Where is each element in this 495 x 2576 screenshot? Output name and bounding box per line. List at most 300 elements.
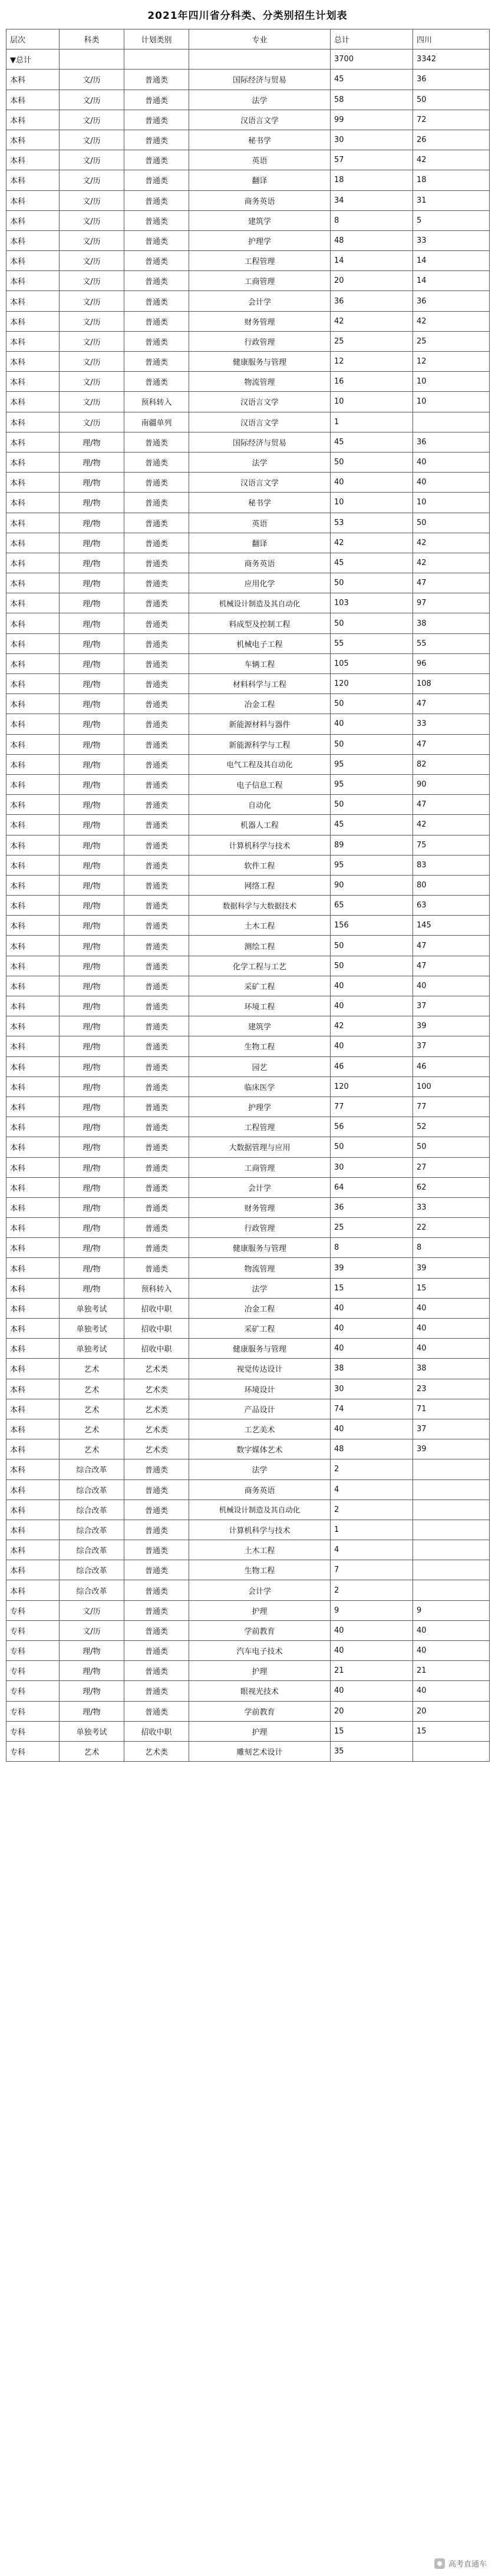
table-row [6,1641,490,1661]
table-row [6,110,490,130]
header-total: 总计 [331,29,413,49]
cell-total: 34 [331,190,413,210]
cell-major: 汉语言文学 [189,412,331,432]
cell-subject: 理/物 [60,432,124,452]
cell-subject: 综合改革 [60,1580,124,1600]
table-row [6,1399,490,1419]
cell-subject: 理/物 [60,1701,124,1721]
cell-major: 软件工程 [189,855,331,875]
cell-sichuan: 39 [413,1016,490,1036]
cell-plan-type: 普通类 [124,352,189,372]
cell-total: 45 [331,70,413,90]
cell-major: 工商管理 [189,271,331,291]
cell-plan-type: 普通类 [124,674,189,694]
enrollment-plan-table [6,29,490,1762]
cell-plan-type: 普通类 [124,130,189,150]
cell-level: 本科 [6,875,60,895]
cell-subject: 文/历 [60,1600,124,1620]
table-row [6,714,490,734]
cell-subject: 文/历 [60,190,124,210]
cell-plan-type: 普通类 [124,916,189,936]
table-row [6,1661,490,1681]
cell-level: 本科 [6,1419,60,1439]
cell-total: 95 [331,855,413,875]
table-row [6,875,490,895]
cell-total: 55 [331,633,413,653]
cell-subject: 文/历 [60,110,124,130]
table-row [6,1278,490,1298]
cell-subject: 综合改革 [60,1520,124,1540]
cell-plan-type: 普通类 [124,90,189,110]
cell-level: 本科 [6,1399,60,1419]
table-row [6,855,490,875]
table-row [6,210,490,230]
cell-level: 本科 [6,1197,60,1217]
cell-total: 40 [331,1036,413,1056]
cell-subject: 文/历 [60,372,124,392]
cell-total: 120 [331,1076,413,1097]
cell-level: 本科 [6,1479,60,1500]
cell-total: 40 [331,1319,413,1339]
cell-plan-type: 普通类 [124,1218,189,1238]
cell-level: 本科 [6,694,60,714]
cell-total: 50 [331,613,413,633]
cell-major: 秘书学 [189,493,331,513]
cell-plan-type: 普通类 [124,633,189,653]
table-row [6,130,490,150]
cell-plan-type: 普通类 [124,1258,189,1278]
cell-sichuan: 40 [413,473,490,493]
cell-plan-type: 普通类 [124,1479,189,1500]
cell-total: 50 [331,734,413,754]
cell-plan-type: 普通类 [124,1157,189,1177]
cell-total: 77 [331,1097,413,1117]
cell-level: 本科 [6,734,60,754]
cell-sichuan: 42 [413,553,490,573]
cell-subject: 理/物 [60,1076,124,1097]
cell-total: 99 [331,110,413,130]
cell-plan-type: 招收中职 [124,1319,189,1339]
cell-total: 40 [331,976,413,996]
table-row [6,392,490,412]
cell-subject: 理/物 [60,1218,124,1238]
cell-major: 化学工程与工艺 [189,956,331,976]
cell-subject: 理/物 [60,1258,124,1278]
cell-subject: 文/历 [60,251,124,271]
cell-total: 48 [331,1439,413,1459]
header-sichuan: 四川 [413,29,490,49]
table-row [6,996,490,1016]
cell-major: 国际经济与贸易 [189,432,331,452]
cell-sichuan: 22 [413,1218,490,1238]
cell-major: 新能源材料与器件 [189,714,331,734]
table-row [6,251,490,271]
cell-plan-type: 普通类 [124,210,189,230]
cell-sichuan: 97 [413,593,490,613]
cell-subject: 理/物 [60,916,124,936]
table-row [6,1600,490,1620]
table-row [6,352,490,372]
cell-sichuan: 25 [413,331,490,351]
cell-level: 本科 [6,412,60,432]
cell-sichuan: 33 [413,230,490,250]
cell-major: 翻译 [189,533,331,553]
cell-plan-type: 普通类 [124,1197,189,1217]
cell-level: 专科 [6,1661,60,1681]
table-row [6,1359,490,1379]
cell-level: 本科 [6,855,60,875]
cell-level: 专科 [6,1701,60,1721]
cell-sichuan: 42 [413,815,490,835]
cell-total: 25 [331,331,413,351]
cell-major: 机械设计制造及其自动化 [189,593,331,613]
cell-total: 20 [331,1701,413,1721]
cell-sichuan: 82 [413,754,490,774]
table-row [6,1016,490,1036]
cell-total: 40 [331,1681,413,1701]
cell-subject: 理/物 [60,473,124,493]
cell-major: 电子信息工程 [189,774,331,794]
cell-major: 自动化 [189,795,331,815]
cell-level: 本科 [6,1177,60,1197]
cell-sichuan: 27 [413,1157,490,1177]
cell-subject: 理/物 [60,533,124,553]
watermark [434,2558,487,2569]
cell-plan-type: 艺术类 [124,1439,189,1459]
cell-plan-type: 招收中职 [124,1298,189,1318]
cell-total: 2 [331,1500,413,1520]
cell-major: 机器人工程 [189,815,331,835]
cell-major: 商务英语 [189,1479,331,1500]
cell-sichuan: 18 [413,170,490,190]
cell-total: 40 [331,473,413,493]
cell-subject: 艺术 [60,1741,124,1761]
table-row [6,1580,490,1600]
cell-plan-type: 普通类 [124,1056,189,1076]
cell-major: 护理 [189,1721,331,1741]
cell-sichuan [413,412,490,432]
table-row [6,1177,490,1197]
cell-total: 105 [331,653,413,673]
table-row [6,1379,490,1399]
cell-plan-type: 普通类 [124,553,189,573]
cell-level: 本科 [6,291,60,311]
cell-level: 本科 [6,1137,60,1157]
cell-plan-type: 普通类 [124,1137,189,1157]
cell-plan-type: 普通类 [124,1238,189,1258]
cell-subject: 理/物 [60,996,124,1016]
cell-major: 采矿工程 [189,976,331,996]
cell-total: 10 [331,392,413,412]
cell-total: 3700 [331,49,413,70]
cell-plan-type: 普通类 [124,1540,189,1560]
cell-sichuan: 83 [413,855,490,875]
cell-level: 本科 [6,774,60,794]
cell-sichuan: 42 [413,150,490,170]
cell-sichuan: 90 [413,774,490,794]
cell-level: 本科 [6,754,60,774]
cell-major: 法学 [189,1278,331,1298]
table-row [6,1117,490,1137]
table-row [6,432,490,452]
cell-level: 专科 [6,1681,60,1701]
cell-major: 产品设计 [189,1399,331,1419]
cell-total: 45 [331,553,413,573]
table-row [6,1620,490,1640]
cell-subject: 艺术 [60,1419,124,1439]
table-row [6,291,490,311]
cell-subject: 理/物 [60,1278,124,1298]
cell-plan-type: 普通类 [124,170,189,190]
table-row [6,774,490,794]
cell-major: 土木工程 [189,916,331,936]
cell-sichuan: 36 [413,291,490,311]
cell-total: 4 [331,1479,413,1500]
table-row [6,573,490,593]
cell-plan-type: 普通类 [124,1500,189,1520]
cell-major: 生物工程 [189,1560,331,1580]
cell-plan-type: 普通类 [124,473,189,493]
cell-level: 本科 [6,1459,60,1479]
cell-major: 眼视光技术 [189,1681,331,1701]
cell-sichuan: 26 [413,130,490,150]
table-row [6,1339,490,1359]
cell-level: 本科 [6,553,60,573]
cell-plan-type: 艺术类 [124,1399,189,1419]
cell-plan-type: 普通类 [124,1076,189,1097]
cell-level: 本科 [6,210,60,230]
cell-subject: 理/物 [60,613,124,633]
cell-sichuan: 5 [413,210,490,230]
cell-level: 本科 [6,795,60,815]
cell-sichuan [413,1560,490,1580]
cell-plan-type: 普通类 [124,1661,189,1681]
cell-major: 健康服务与管理 [189,352,331,372]
cell-sichuan: 38 [413,613,490,633]
cell-plan-type: 普通类 [124,70,189,90]
cell-level: 本科 [6,1036,60,1056]
cell-sichuan: 39 [413,1258,490,1278]
cell-level: 本科 [6,896,60,916]
cell-subject: 理/物 [60,1056,124,1076]
cell-major: 财务管理 [189,1197,331,1217]
cell-sichuan: 47 [413,795,490,815]
table-row [6,372,490,392]
cell-subject: 综合改革 [60,1540,124,1560]
camera-icon [434,2558,445,2569]
table-row [6,271,490,291]
cell-major: 国际经济与贸易 [189,70,331,90]
table-row [6,473,490,493]
cell-plan-type: 南疆单列 [124,412,189,432]
cell-plan-type: 普通类 [124,875,189,895]
table-row [6,1419,490,1439]
cell-sichuan: 10 [413,372,490,392]
cell-total: 15 [331,1721,413,1741]
page-title: 2021年四川省分科类、分类别招生计划表 [147,10,348,22]
cell-total: 18 [331,170,413,190]
cell-plan-type: 普通类 [124,190,189,210]
cell-sichuan: 40 [413,1319,490,1339]
cell-sichuan: 33 [413,1197,490,1217]
cell-level: 本科 [6,1379,60,1399]
cell-plan-type: 普通类 [124,815,189,835]
table-row [6,1520,490,1540]
cell-major: 车辆工程 [189,653,331,673]
table-row [6,170,490,190]
cell-major: 物流管理 [189,1258,331,1278]
cell-total: 46 [331,1056,413,1076]
cell-level: 本科 [6,1016,60,1036]
cell-level: 本科 [6,1218,60,1238]
cell-level: 本科 [6,1238,60,1258]
table-row [6,613,490,633]
table-row [6,1701,490,1721]
cell-sichuan: 47 [413,956,490,976]
table-header-row [6,29,490,49]
cell-total: 53 [331,513,413,533]
cell-level: 本科 [6,1339,60,1359]
cell-sichuan: 46 [413,1056,490,1076]
cell-major: 健康服务与管理 [189,1339,331,1359]
cell-major: 应用化学 [189,573,331,593]
cell-plan-type: 普通类 [124,855,189,875]
cell-subject: 文/历 [60,210,124,230]
cell-subject: 理/物 [60,1016,124,1036]
cell-sichuan: 14 [413,251,490,271]
cell-level: 本科 [6,90,60,110]
cell-sichuan: 100 [413,1076,490,1097]
cell-subject: 单独考试 [60,1339,124,1359]
table-row [6,1741,490,1761]
cell-level: 本科 [6,835,60,855]
cell-subject: 文/历 [60,311,124,331]
cell-sichuan: 33 [413,714,490,734]
cell-total: 58 [331,90,413,110]
cell-subject: 文/历 [60,412,124,432]
table-row [6,311,490,331]
cell-level: 本科 [6,1097,60,1117]
table-row [6,331,490,351]
table-row [6,936,490,956]
cell-total: 16 [331,372,413,392]
cell-level: 本科 [6,473,60,493]
table-row [6,1238,490,1258]
cell-total: 4 [331,1540,413,1560]
table-row [6,815,490,835]
table-row [6,1218,490,1238]
cell-plan-type: 普通类 [124,533,189,553]
cell-sichuan: 47 [413,694,490,714]
cell-total: 14 [331,251,413,271]
cell-subject: 理/物 [60,754,124,774]
cell-major: 机械电子工程 [189,633,331,653]
cell-plan-type: 普通类 [124,694,189,714]
cell-total: 2 [331,1459,413,1479]
cell-major: 冶金工程 [189,694,331,714]
cell-total: 2 [331,1580,413,1600]
cell-sichuan: 39 [413,1439,490,1459]
cell-level: 本科 [6,331,60,351]
cell-major: 数据科学与大数据技术 [189,896,331,916]
cell-major: 法学 [189,90,331,110]
table-row [6,1157,490,1177]
cell-sichuan: 40 [413,1620,490,1640]
cell-subject: 艺术 [60,1379,124,1399]
cell-level: 本科 [6,70,60,90]
cell-sichuan: 40 [413,1298,490,1318]
cell-major: 健康服务与管理 [189,1238,331,1258]
cell-major: 网络工程 [189,875,331,895]
cell-total: 30 [331,1379,413,1399]
cell-level: 本科 [6,1117,60,1137]
table-row [6,493,490,513]
cell-level: 本科 [6,251,60,271]
cell-level: 专科 [6,1600,60,1620]
table-row [6,956,490,976]
cell-sichuan: 145 [413,916,490,936]
cell-major: 工程管理 [189,251,331,271]
cell-total: 39 [331,1258,413,1278]
cell-level: 本科 [6,916,60,936]
table-row [6,896,490,916]
cell-total: 20 [331,271,413,291]
cell-major: 生物工程 [189,1036,331,1056]
cell-plan-type [124,49,189,70]
cell-total: 56 [331,1117,413,1137]
cell-total: 12 [331,352,413,372]
cell-subject: 理/物 [60,1197,124,1217]
cell-major: 法学 [189,1459,331,1479]
table-row [6,1298,490,1318]
cell-subject: 理/物 [60,976,124,996]
cell-subject: 理/物 [60,1036,124,1056]
cell-major: 汉语言文学 [189,110,331,130]
cell-total: 10 [331,493,413,513]
cell-level: 本科 [6,633,60,653]
cell-major: 工商管理 [189,1157,331,1177]
cell-total: 40 [331,714,413,734]
table-row [6,513,490,533]
cell-total: 1 [331,412,413,432]
cell-sichuan: 37 [413,1036,490,1056]
cell-plan-type: 普通类 [124,1117,189,1137]
cell-sichuan [413,1459,490,1479]
cell-subject: 综合改革 [60,1459,124,1479]
cell-major: 财务管理 [189,311,331,331]
cell-subject: 单独考试 [60,1721,124,1741]
cell-level: 本科 [6,996,60,1016]
cell-sichuan: 47 [413,734,490,754]
header-major: 专业 [189,29,331,49]
cell-level: 本科 [6,452,60,472]
cell-plan-type: 普通类 [124,996,189,1016]
cell-subject: 理/物 [60,774,124,794]
cell-level: 本科 [6,432,60,452]
cell-level: 本科 [6,1540,60,1560]
cell-total: 103 [331,593,413,613]
cell-subject: 理/物 [60,553,124,573]
table-row [6,653,490,673]
table-row [6,412,490,432]
cell-plan-type: 普通类 [124,1580,189,1600]
cell-subject: 文/历 [60,170,124,190]
cell-subject: 理/物 [60,815,124,835]
cell-plan-type: 普通类 [124,1641,189,1661]
cell-sichuan: 20 [413,1701,490,1721]
cell-level: 本科 [6,613,60,633]
cell-level: 本科 [6,372,60,392]
